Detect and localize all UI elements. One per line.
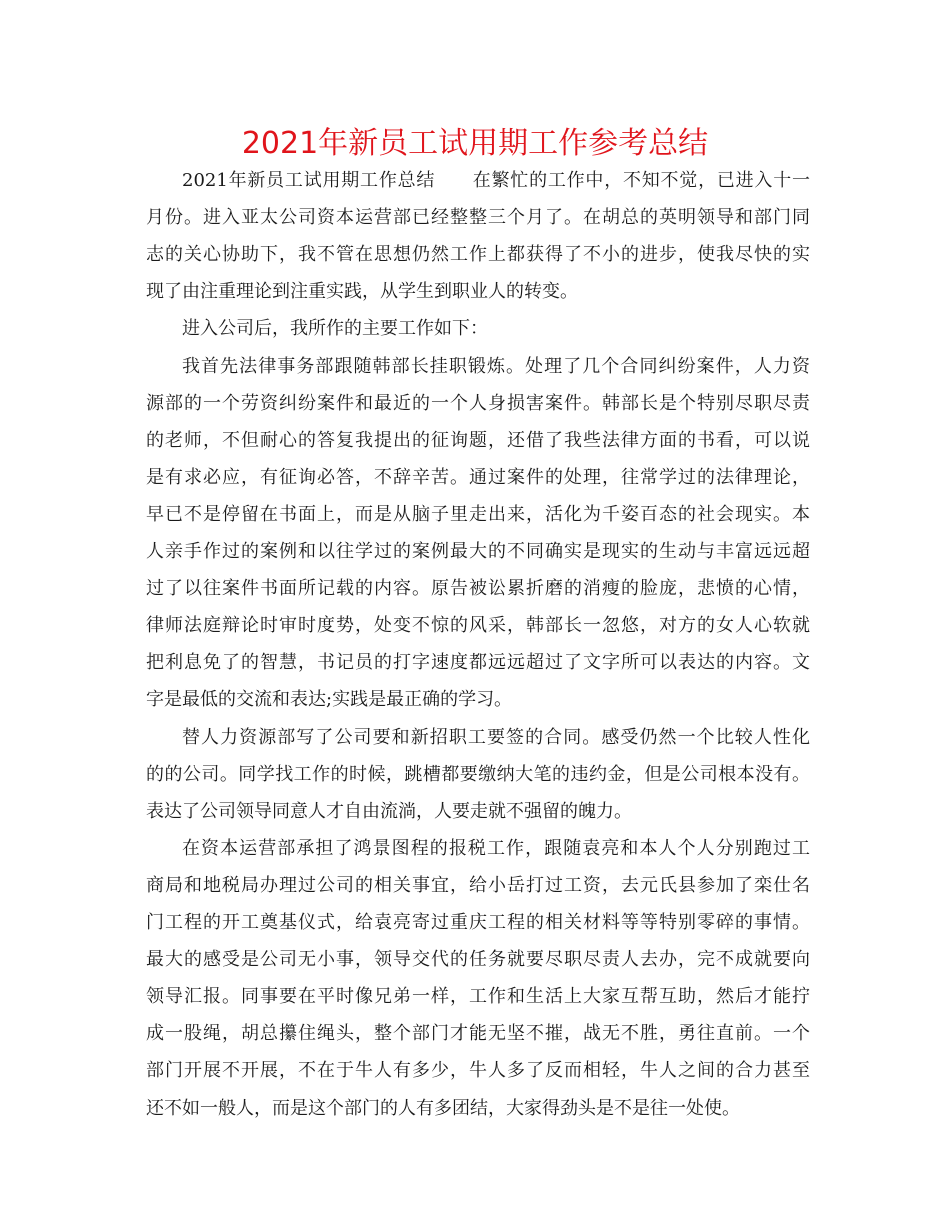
text-line: 替人力资源部写了公司要和新招职工要签的合同。感受仍然一个比较人性化 (182, 726, 810, 748)
text-line: 最大的感受是公司无小事，领导交代的任务就要尽职尽责人去办，完不成就要向 (146, 949, 810, 971)
text-line: 的的公司。同学找工作的时候，跳槽都要缴纳大笔的违约金，但是公司根本没有。 (146, 763, 810, 785)
text-line: 现了由注重理论到注重实践，从学生到职业人的转变。 (146, 281, 578, 303)
text-line: 是有求必应，有征询必答，不辞辛苦。通过案件的处理，往常学过的法律理论， (146, 466, 810, 488)
text-line: 成一股绳，胡总攥住绳头，整个部门才能无坚不摧，战无不胜，勇往直前。一个 (146, 1023, 810, 1045)
text-line: 早已不是停留在书面上，而是从脑子里走出来，活化为千姿百态的社会现实。本 (146, 503, 810, 525)
text-line: 志的关心协助下，我不管在思想仍然工作上都获得了不小的进步，使我尽快的实 (146, 244, 810, 266)
text-line: 还不如一般人，而是这个部门的人有多团结，大家得劲头是不是往一处使。 (146, 1097, 740, 1119)
text-line: 过了以往案件书面所记载的内容。原告被讼累折磨的消瘦的脸庞，悲愤的心情， (146, 578, 810, 600)
text-line: 表达了公司领导同意人才自由流淌，人要走就不强留的魄力。 (146, 800, 632, 822)
text-line: 门工程的开工奠基仪式，给袁亮寄过重庆工程的相关材料等等特别零碎的事情。 (146, 912, 810, 933)
text-line: 月份。进入亚太公司资本运营部已经整整三个月了。在胡总的英明领导和部门同 (146, 207, 810, 229)
text-line: 进入公司后，我所作的主要工作如下： (182, 318, 488, 340)
document-title: 2021年新员工试用期工作参考总结 (241, 126, 709, 161)
text-line: 的老师，不但耐心的答复我提出的征询题，还借了我些法律方面的书看，可以说 (146, 429, 810, 451)
text-line: 人亲手作过的案例和以往学过的案例最大的不同确实是现实的生动与丰富远远超 (146, 541, 810, 562)
text-line: 律师法庭辩论时审时度势，处变不惊的风采，韩部长一忽悠，对方的女人心软就 (146, 615, 810, 637)
text-line: 我首先法律事务部跟随韩部长挂职锻炼。处理了几个合同纠纷案件，人力资 (182, 355, 810, 377)
text-line: 部门开展不开展，不在于牛人有多少，牛人多了反而相轻，牛人之间的合力甚至 (146, 1060, 810, 1082)
text-line: 领导汇报。同事要在平时像兄弟一样，工作和生活上大家互帮互助，然后才能拧 (146, 986, 810, 1008)
text-line: 2021年新员工试用期工作总结 在繁忙的工作中，不知不觉，已进入十一 (182, 170, 810, 191)
text-line: 在资本运营部承担了鸿景图程的报税工作，跟随袁亮和本人个人分别跑过工 (182, 837, 810, 859)
text-line: 把利息免了的智慧，书记员的打字速度都远远超过了文字所可以表达的内容。文 (146, 652, 810, 674)
text-line: 字是最低的交流和表达;实践是最正确的学习。 (146, 689, 513, 711)
text-line: 源部的一个劳资纠纷案件和最近的一个人身损害案件。韩部长是个特别尽职尽责 (146, 392, 810, 414)
text-line: 商局和地税局办理过公司的相关事宜，给小岳打过工资，去元氏县参加了栾仕名 (146, 874, 810, 896)
